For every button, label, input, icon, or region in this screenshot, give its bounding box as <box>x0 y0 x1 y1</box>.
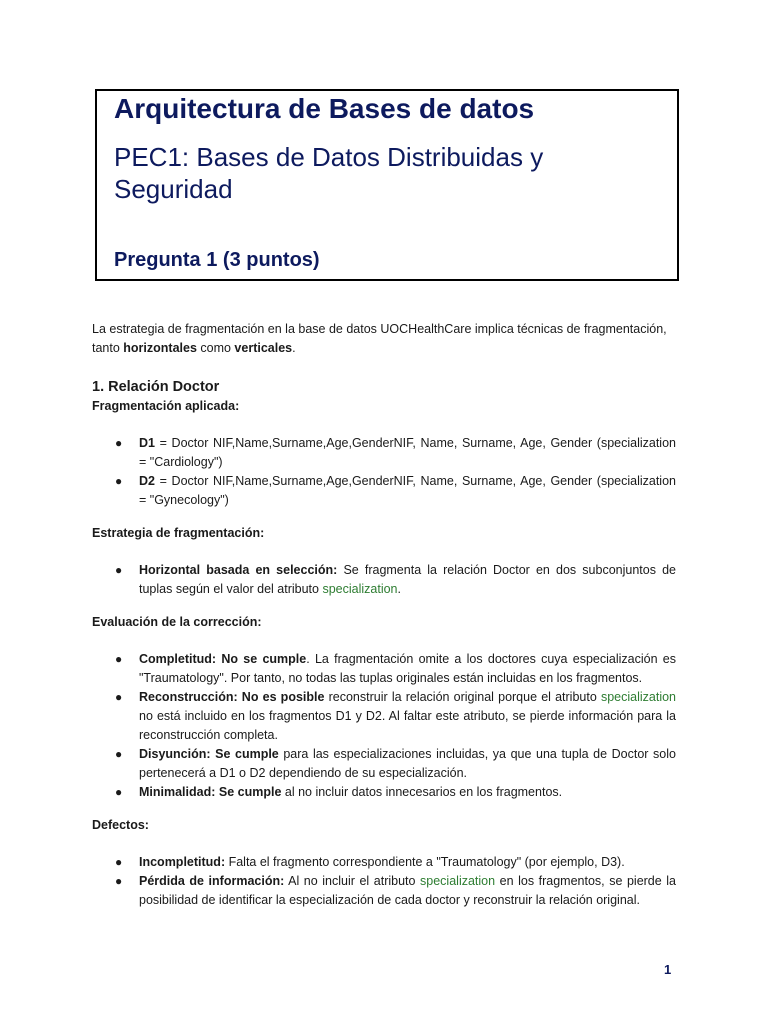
list-item-disyuncion: ● Disyunción: Se cumple para las especializaciones incluidas, ya que una tupla de Doctor solo pertenecerá a D1 o D2 dependiendo de su especialización. <box>115 747 676 780</box>
bullet-icon: ● <box>115 785 123 799</box>
bullet-icon: ● <box>115 855 123 869</box>
bullet-icon: ● <box>115 474 123 488</box>
evaluation-list <box>92 650 676 802</box>
bullet-icon: ● <box>115 690 123 704</box>
list-item-reconstruccion: ● Reconstrucción: No es posible reconstruir la relación original porque el atributo specialization no está incluido en los fragmentos D1 y D2. Al faltar este atributo, se pierde información para la reconstrucción completa. <box>115 690 676 742</box>
evaluation-heading: Evaluación de la corrección: <box>92 615 262 629</box>
bullet-icon: ● <box>115 563 123 577</box>
bullet-icon: ● <box>115 652 123 666</box>
document-subtitle: PEC1: Bases de Datos Distribuidas y Seguridad <box>114 142 544 204</box>
list-item-strategy: ● Horizontal basada en selección: Se fragmenta la relación Doctor en dos subconjuntos de tuplas según el valor del atributo specialization. <box>115 563 676 596</box>
document-body <box>92 320 676 924</box>
section-heading-doctor: 1. Relación Doctor <box>92 379 220 395</box>
strategy-list <box>92 561 676 599</box>
fragment-list <box>92 434 676 510</box>
bullet-icon: ● <box>115 874 123 888</box>
header-box <box>95 89 679 281</box>
question-title: Pregunta 1 (3 puntos) <box>114 249 320 271</box>
fragmentation-heading: Fragmentación aplicada: <box>92 399 240 413</box>
list-item-d2: ● D2 = Doctor NIF,Name,Surname,Age,GenderNIF, Name, Surname, Age, Gender (specialization = "Gynecology") <box>115 474 676 507</box>
strategy-heading: Estrategia de fragmentación: <box>92 526 265 540</box>
list-item-incompletitud: ● Incompletitud: Falta el fragmento correspondiente a "Traumatology" (por ejemplo, D3). <box>92 853 676 872</box>
intro-paragraph: La estrategia de fragmentación en la base de datos UOCHealthCare implica técnicas de fragmentación, tanto horizontales como verticales. <box>92 322 667 355</box>
bullet-icon: ● <box>115 436 123 450</box>
defects-heading: Defectos: <box>92 818 149 832</box>
list-item-d1: ● D1 = Doctor NIF,Name,Surname,Age,GenderNIF, Name, Surname, Age, Gender (specialization = "Cardiology") <box>115 436 676 469</box>
bullet-icon: ● <box>115 747 123 761</box>
list-item-minimalidad: ● Minimalidad: Se cumple al no incluir datos innecesarios en los fragmentos. <box>92 783 676 802</box>
list-item-perdida: ● Pérdida de información: Al no incluir el atributo specialization en los fragmentos, se pierde la posibilidad de identificar la especialización de cada doctor y reconstruir la relación original. <box>115 874 676 907</box>
defects-list <box>92 853 676 910</box>
list-item-completitud: ● Completitud: No se cumple. La fragmentación omite a los doctores cuya especialización es "Traumatology". Por tanto, no todas las tuplas originales están incluidas en los fragmentos. <box>115 652 676 685</box>
page-number: 1 <box>664 962 672 977</box>
document-title: Arquitectura de Bases de datos <box>114 93 535 124</box>
